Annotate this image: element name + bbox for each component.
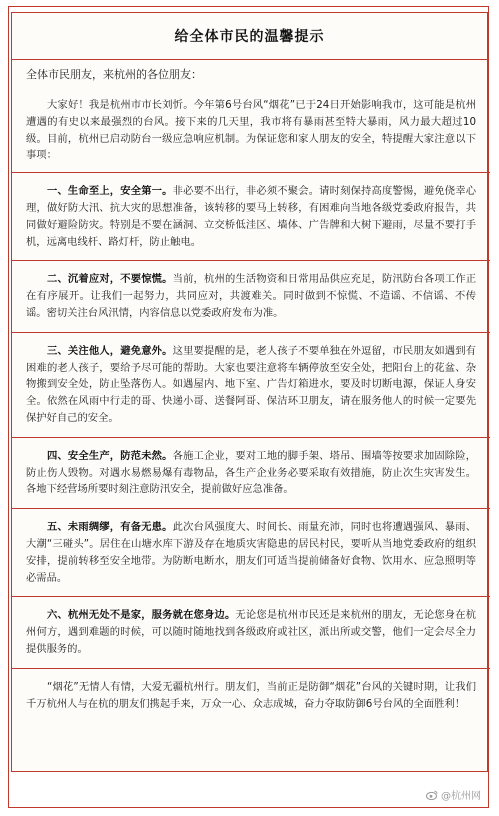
section-body: 无论您是杭州市民还是来杭州的朋友，无论您身在杭州何方，遇到难题的时候，可以随时随地找到各级政府或社区，派出所或交警，他们一定会尽全力提供服务的。 <box>26 609 477 655</box>
closing-paragraph: “烟花”无情人有情，大爱无疆杭州行。朋友们，当前正是防御“烟花”台风的关键时期，让我们千万杭州人与在杭的朋友们携起手来，万众一心、众志成城，奋力夺取防御6号台风的全面胜利！ <box>26 680 476 710</box>
divider <box>12 172 490 173</box>
section-heading: 六、杭州无处不是家，服务就在您身边。 <box>47 609 236 622</box>
divider <box>12 508 490 509</box>
section-heading: 三、关注他人，避免意外。 <box>47 344 173 357</box>
divider <box>12 260 490 261</box>
document-body <box>26 67 476 712</box>
section-5 <box>26 519 476 586</box>
section-body: 此次台风强度大、时间长、雨量充沛，同时也将遭遇强风、暴雨、大潮“三碰头”。居住在山塘水库下游及存在地质灾害隐患的居民村民，要听从当地党委政府的组织安排，提前转移至安全地带。为防断电断水，朋友们可适当提前储备好食物、饮用水、应急照明等必需品。 <box>26 521 477 584</box>
page-title: 给全体市民的温馨提示 <box>174 29 325 45</box>
section-heading: 二、沉着应对，不要惊慌。 <box>47 273 173 286</box>
section-3 <box>26 343 476 427</box>
divider <box>12 668 490 669</box>
divider <box>12 596 490 597</box>
greeting: 全体市民朋友，来杭州的各位朋友： <box>26 68 202 81</box>
section-2 <box>26 271 476 321</box>
weibo-icon <box>426 790 438 800</box>
title-bar <box>12 13 487 60</box>
section-heading: 五、未雨绸缪，有备无患。 <box>47 521 173 534</box>
section-body: 当前，杭州的生活物资和日常用品供应充足，防汛防台各项工作正在有序展开。让我们一起努力，共同应对，共渡难关。同时做到不惊慌、不造谣、不信谣、不传谣。密切关注台风汛情，内容信息以党委政府发布为准。 <box>26 273 477 319</box>
section-heading: 一、生命至上，安全第一。 <box>47 185 173 198</box>
section-heading: 四、安全生产，防范未然。 <box>47 449 173 462</box>
section-4 <box>26 448 476 498</box>
divider <box>12 437 490 438</box>
divider <box>12 332 490 333</box>
section-body: 各施工企业，要对工地的脚手架、塔吊、围墙等按要求加固除险，防止伤人毁物。对遇水易燃易爆有毒物品，各生产企业务必要采取有效措施，防止次生灾害发生。各地下经营场所要时刻注意防汛安全，提前做好应急准备。 <box>26 449 477 496</box>
section-body: 非必要不出行，非必须不聚会。请时刻保持高度警惕，避免侥幸心理，做好防大汛、抗大灾的思想准备，该转移的要马上转移，有困难向当地各级党委政府报告，共同做好避险防灾。特别是不要在涵洞、立交桥低洼区、墙体、广告牌和大树下避雨，尽量不要打手机，远离电线杆、路灯杆，防止触电。 <box>26 185 477 248</box>
intro-paragraph: 大家好！我是杭州市市长刘忻。今年第6号台风“烟花”已于24日开始影响我市，这可能是杭州遭遇的有史以来最强烈的台风。接下来的几天里，我市将有暴雨甚至特大暴雨，风力最大超过10级。目前，杭州已启动防台一级应急响应机制。为保证您和家人朋友的安全，特提醒大家注意以下事项： <box>26 99 476 162</box>
watermark <box>426 787 481 802</box>
section-1 <box>26 183 476 250</box>
document-panel <box>11 12 488 772</box>
section-6 <box>26 607 476 657</box>
watermark-text: @杭州网 <box>441 791 481 802</box>
section-body: 这里要提醒的是，老人孩子不要单独在外逗留，市民朋友如遇到有困难的老人孩子，要给予尽可能的帮助。大家也要注意将车辆停放至安全处，把阳台上的花盆、杂物搬到安全处，防止坠落伤人。如遇屋内、地下室、广告灯箱进水，要及时切断电源，保证人身安全。依然在风雨中行走的哥、快递小哥、送餐阿哥、保洁环卫朋友，请在服务他人的时候一定要先保护好自己的安全。 <box>26 344 477 424</box>
